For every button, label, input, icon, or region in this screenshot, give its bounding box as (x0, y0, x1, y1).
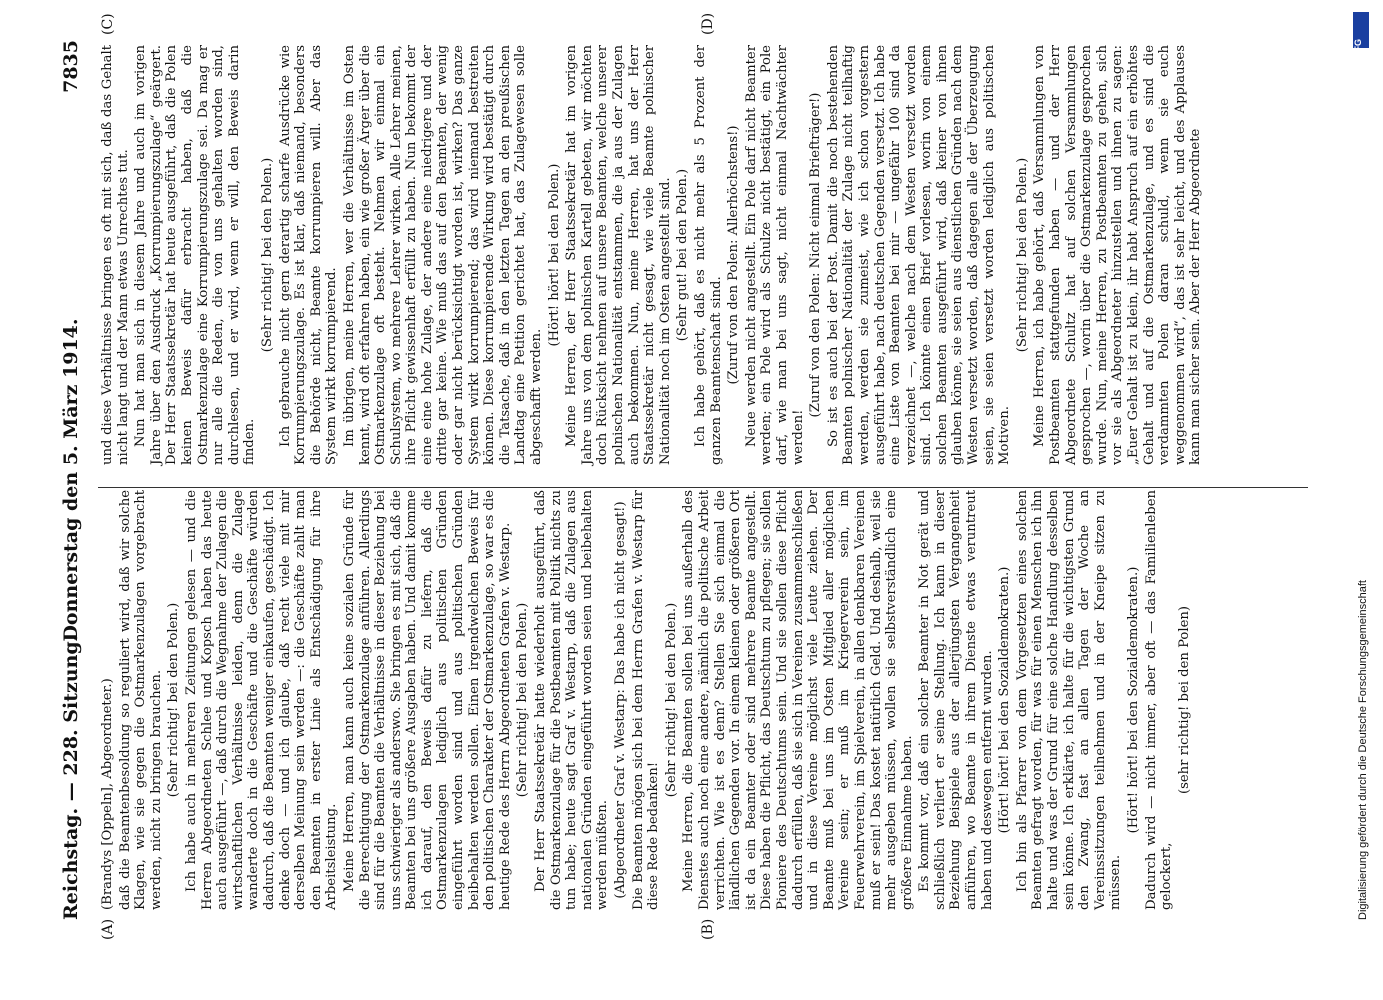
paragraph: Ich gebrauche nicht gern derartig scharfe Ausdrücke wie Korrumpierungszulage. Es ist klar, daß niemand, besonders die Behörde nicht, Beamte korrumpieren will. Aber das System wirkt korrumpierend. (277, 45, 340, 465)
interjection: (Zuruf von den Polen: Nicht einmal Briefträger!) (808, 92, 824, 418)
paragraph: Meine Herren, man kann auch keine sozialen Gründe für die Berechtigung der Ostmarkenzulage anführen. Allerdings sind für die Beamten die Verhältnisse in dieser Beziehung bei uns schwieriger als anderswo. Sie bringen es mit sich, daß die Beamten bei uns größere Ausgaben haben. Und damit komme ich darauf, den Beweis dafür zu liefern, daß die Ostmarkenzulagen lediglich aus politischen Gründen eingeführt worden sind und aus politischen Gründen beibehalten werden sollen. Einen irgendwelchen Beweis für den politischen Charakter der Ostmarkenzulage, so war es die heutige Rede des Herrn Abgeordneten Grafen v. Westarp. (341, 490, 513, 910)
paragraph: Nun hat man sich in diesem Jahre und auch im vorigen Jahre über den Ausdruck „Korrumpierungszulage“ geärgert. Der Herr Staatssekretär hat heute ausgeführt, daß die Polen keinen Beweis dafür erbracht haben, daß die Ostmarkenzulage eine Korrumpierungszulage sei. Da mag er nur alle die Reden, die von uns gehalten worden sind, durchlesen, und er wird, wenn er will, den Beweis darin finden. (133, 45, 258, 465)
interjection: (Sehr richtig! bei den Polen.) (1014, 157, 1030, 353)
paragraph: So ist es auch bei der Post. Damit die noch bestehenden Beamten polnischer Nationalität der Zulage nicht teilhaftig werden, werden sie zumeist, wie ich schon vorgestern ausgeführt habe, nach deutschen Gegenden versetzt. Ich habe eine Liste von Beamten bei mir — ungefähr 100 sind da verzeichnet —, welche nach dem Westen versetzt worden sind. Ich könnte einen Brief vorlesen, worin von einem solchen Beamten ausgeführt wird, daß keiner von ihnen glauben könne, sie seien aus dienstlichen Gründen nach dem Westen versetzt worden, daß dagegen alle der Überzeugung seien, sie seien versetzt worden lediglich aus politischen Motiven. (825, 45, 1013, 465)
margin-marker-a: (A) (100, 918, 116, 940)
header-center: Donnerstag den 5. März 1914. (60, 318, 82, 642)
interjection: (Sehr richtig! bei den Polen.) (259, 157, 275, 353)
dfg-logo-text: DFG (1353, 39, 1363, 58)
interjection: (Sehr richtig! bei den Polen.) (663, 602, 679, 798)
paragraph: Im übrigen, meine Herren, wer die Verhältnisse im Osten kennt, wird oft erfahren haben, ein wie großer Ärger über die Ostmarkenzulage oft besteht. Nehmen wir einmal ein Schulsystem, wo mehrere Lehrer wirken. Alle Lehrer meinen, ihre Pflicht gewissenhaft erfüllt zu haben. Nun bekommt der eine eine hohe Zulage, der andere eine niedrigere und der dritte gar keine. Wie muß das auf den Beamten, der wenig oder gar nicht berücksichtigt worden ist, wirken? Das ganze System wirkt korrumpierend; das wird niemand bestreiten können. Diese korrumpierende Wirkung wird bestätigt durch die Tatsache, daß in den letzten Tagen an den preußischen Landtag eine Petition gerichtet hat, das Zulagewesen solle abgeschafft werden. (341, 45, 545, 465)
paragraph: Der Herr Staatssekretär hatte wiederholt ausgeführt, daß die Ostmarkenzulage für die Postbeamten mit Politik nichts zu tun habe; heute sagt Graf v. Westarp, daß die Zulagen aus nationalen Gründen eingeführt worden seien und beibehalten werden müßten. (533, 490, 611, 910)
paragraph: Meine Herren, die Beamten sollen bei uns außerhalb des Dienstes auch noch eine andere, nämlich die politische Arbeit verrichten. Wie ist es denn? Stellen Sie sich einmal die ländlichen Gegenden vor. In einem kleinen oder größeren Ort ist da ein Beamter oder sind mehrere Beamte angestellt. Diese haben die Pflicht, das Deutschtum zu pflegen; sie sollen Pioniere des Deutschtums sein. Und sie sollen diese Pflicht dadurch erfüllen, daß sie sich in Vereinen zusammenschließen und in diese Vereine möglichst viele Leute ziehen. Der Beamte muß bei uns im Osten Mitglied aller möglichen Vereine sein; er muß im Kriegerverein sein, im Feuerwehrverein, im Spielverein, in allen denkbaren Vereinen muß er sein! Das kostet natürlich Geld. Und deshalb, weil sie mehr ausgeben müssen, wollen sie selbstverständlich eine größere Einnahme haben. (681, 490, 915, 910)
paragraph: Die Beamten mögen sich bei dem Herrn Grafen v. Westarp für diese Rede bedanken! (630, 490, 662, 910)
interjection: (Sehr gut! bei den Polen.) (675, 168, 691, 342)
paragraph: Ich bin als Pfarrer von dem Vorgesetzten eines solchen Beamten gefragt worden, für was für einen Menschen ich ihn halte und was der Grund für eine solche Handlung desselben sein könne. Ich erklärte, ich halte für die wichtigsten Grund den Zwang, fast an allen Tagen der Woche an Vereinssitzungen teilnehmen und in der Kneipe sitzen zu müssen. (1014, 490, 1124, 910)
interjection: (Hört! hört! bei den Sozialdemokraten.) (1126, 566, 1141, 834)
right-column (100, 45, 1206, 465)
paragraph: Ich habe auch in mehreren Zeitungen gelesen — und die Herren Abgeordneten Schlee und Kopsch haben das heute auch ausgeführt —, daß durch die Wegnahme der Zulagen die wirtschaftlichen Verhältnisse leiden, denn die Zulage wanderte doch in die Geschäfte und die Geschäfte würden dadurch, daß die Beamten weniger einkaufen, geschädigt. Ich denke doch — und ich glaube, daß recht viele mit mir derselben Meinung sein werden —: die Geschäfte zahlt man den Beamten in erster Linie als Entschädigung für ihre Arbeitsleistung. (183, 490, 340, 910)
interjection: (Abgeordneter Graf v. Westarp: Das habe ich nicht gesagt!) (613, 501, 628, 899)
paragraph: Es kommt vor, daß ein solcher Beamter in Not gerät und schließlich verliert er seine Stellung. Ich kann in dieser Beziehung Beispiele aus der allerjüngsten Vergangenheit anführen, wo Beamte in ihrem Dienste etwas veruntreut haben und deswegen entfernt wurden. (917, 490, 995, 910)
interjection: (Hört! hört! bei den Sozialdemokraten.) (997, 566, 1013, 834)
paragraph: Neue werden nicht angestellt. Ein Pole darf nicht Beamter werden; ein Pole wird als Schulze nicht bestätigt, ein Pole darf, wie man bei uns sagt, nicht einmal Nachtwächter werden! (743, 45, 806, 465)
interjection: (sehr richtig! bei den Polen) (1176, 605, 1192, 795)
margin-marker-b: (B) (700, 918, 716, 940)
interjection: (Zuruf von den Polen: Allerhöchstens!) (726, 125, 742, 385)
paragraph: Meine Herren, ich habe gehört, daß Versammlungen von Postbeamten stattgefunden haben — und der Herr Abgeordnete Schultz hat auf solchen Versammlungen gesprochen —, worin über die Ostmarkenzulage gesprochen wurde. Nun, meine Herren, zu Postbeamten zu gehen, sich vor sie als Abgeordneter hinzustellen und ihnen zu sagen: „Euer Gehalt ist zu klein, ihr habt Anspruch auf ein erhöhtes Gehalt und auf die Ostmarkenzulage, und es sind die verdammten Polen daran schuld, wenn sie euch weggenommen wird“, das ist sehr leicht, und des Applauses kann man sicher sein. Aber der Herr Abgeordnete (1032, 45, 1204, 465)
margin-marker-d: (D) (700, 12, 716, 35)
left-column (100, 490, 1194, 910)
interjection: (Hört! hört! bei den Polen.) (546, 163, 562, 347)
paragraph: Ich habe gehört, daß es nicht mehr als 5 Prozent der ganzen Beamtenschaft sind. (692, 45, 724, 465)
page-header (60, 40, 92, 920)
header-left: Reichstag. — 228. Sitzung. (60, 634, 82, 920)
margin-marker-c: (C) (100, 13, 116, 35)
paragraph: Dadurch wird — nicht immer, aber oft — das Familienleben gelockert, (1143, 490, 1175, 910)
digitization-credit: Digitalisierung gefördert durch die Deutsche Forschungsgemeinschaft (1357, 580, 1369, 920)
paragraph: daß die Beamtenbesoldung so reguliert wird, daß wir solche Klagen, wie sie gegen die Ostmarkenzulagen vorgebracht werden, nicht zu bringen brauchen. (117, 490, 164, 910)
paragraph: Meine Herren, der Herr Staatssekretär hat im vorigen Jahre uns von dem polnischen Kartell gebeten, wir möchten doch Rücksicht nehmen auf unsere Beamten, welche unserer polnischen Nationalität entstammen, die ja aus der Zulagen auch bekommen. Nun, meine Herren, hat uns der Herr Staatssekretär nicht gesagt, wie viele Beamte polnischer Nationalität noch im Osten angestellt sind. (564, 45, 673, 465)
column-divider (98, 487, 1308, 488)
side-strip (1337, 0, 1371, 1000)
dfg-logo (1353, 12, 1369, 58)
page-number: 7835 (60, 40, 82, 93)
paragraph: und diese Verhältnisse bringen es oft mit sich, daß das Gehalt nicht langt und der Mann etwas Unrechtes tut. (100, 45, 131, 465)
interjection: (Sehr richtig! bei den Polen.) (166, 602, 182, 798)
interjection: (Sehr richtig! bei den Polen.) (515, 602, 531, 798)
paragraph: (Brandys [Oppeln], Abgeordneter.) (100, 678, 115, 910)
